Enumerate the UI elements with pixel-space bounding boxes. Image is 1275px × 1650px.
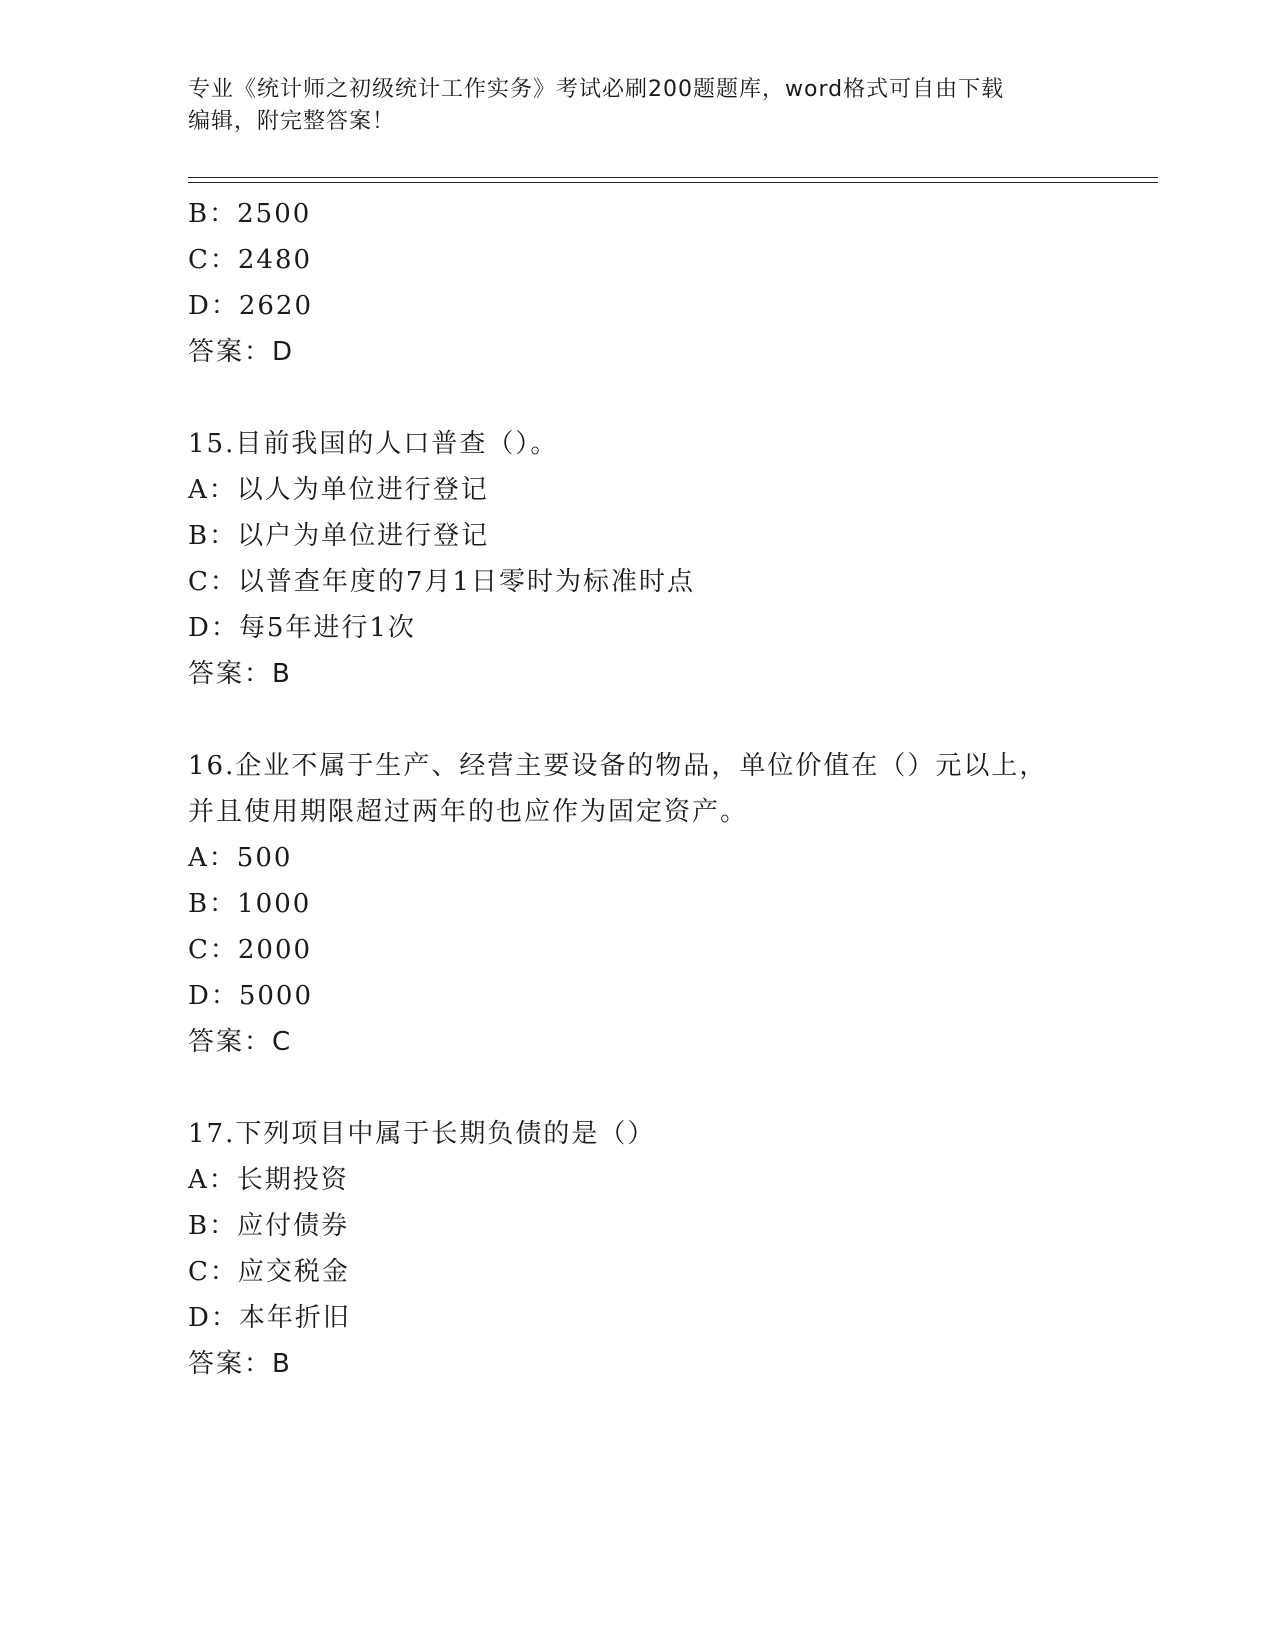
prev-question [188,191,1148,375]
header-line-1: 专业《统计师之初级统计工作实务》考试必刷200题题库，word格式可自由下载 [188,77,1005,102]
question-stem: 15.目前我国的人口普查（）。 [188,429,559,459]
option-d: D：每5年进行1次 [188,613,416,643]
option-b: B：1000 [188,889,312,919]
question-stem-line-2: 并且使用期限超过两年的也应作为固定资产。 [188,797,749,827]
option-c: C：2480 [188,245,313,275]
option-d: D：本年折旧 [188,1303,351,1333]
question-stem-line-1: 16.企业不属于生产、经营主要设备的物品，单位价值在（）元以上， [188,751,1048,781]
answer-line: 答案：B [188,659,292,689]
option-a: A：以人为单位进行登记 [188,475,489,505]
option-c: C：2000 [188,935,313,965]
header-line-2: 编辑，附完整答案！ [188,109,396,134]
spacer [188,1065,1148,1111]
option-d: D：2620 [188,291,314,321]
option-a: A：500 [188,843,293,873]
option-b: B：应付债券 [188,1211,350,1241]
header-divider-bottom [188,182,1158,183]
header-divider-top [188,177,1158,178]
question-15 [188,421,1148,697]
answer-line: 答案：C [188,1027,293,1057]
spacer [188,375,1148,421]
question-16 [188,743,1148,1065]
option-b: B：以户为单位进行登记 [188,521,490,551]
answer-line: 答案：D [188,337,295,367]
option-c: C：应交税金 [188,1257,350,1287]
document-header [188,74,1088,138]
option-a: A：长期投资 [188,1165,349,1195]
option-b: B：2500 [188,199,312,229]
answer-line: 答案：B [188,1349,292,1379]
spacer [188,697,1148,743]
question-stem: 17.下列项目中属于长期负债的是（） [188,1119,656,1149]
question-content [188,191,1148,1387]
option-c: C：以普查年度的7月1日零时为标准时点 [188,567,695,597]
question-17 [188,1111,1148,1387]
option-d: D：5000 [188,981,314,1011]
